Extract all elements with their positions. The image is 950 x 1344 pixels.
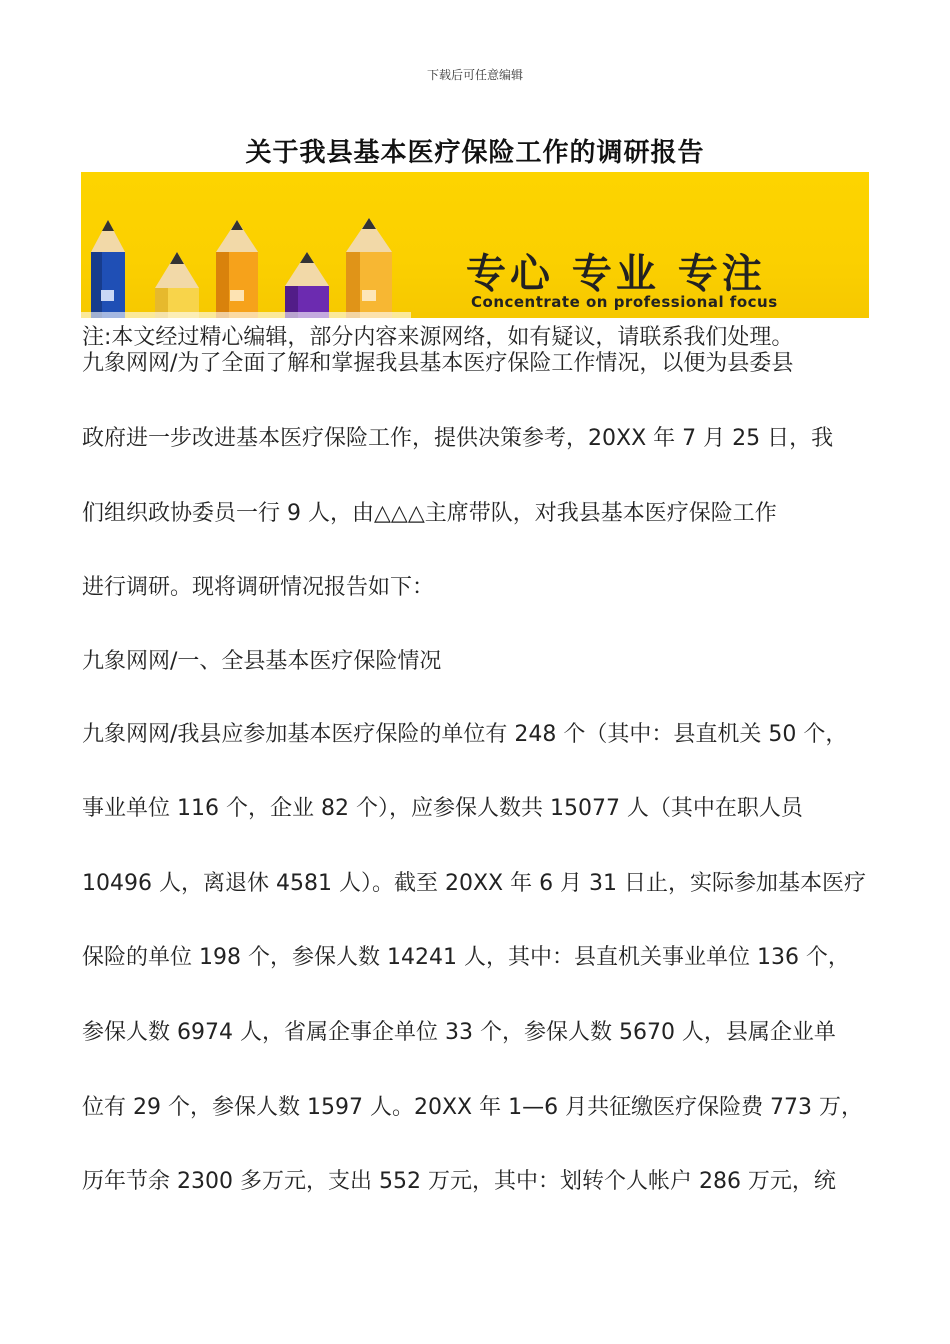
pencil-icon: [216, 220, 258, 318]
paragraph-line: 保险的单位 198 个，参保人数 14241 人，其中：县直机关事业单位 136 个，: [82, 945, 850, 970]
paragraph-line: 历年节余 2300 多万元，支出 552 万元，其中：划转个人帐户 286 万元，统: [82, 1169, 836, 1194]
banner-image: [81, 172, 869, 318]
banner-slogan-cn: 专心 专业 专注: [466, 251, 766, 297]
paragraph-line: 政府进一步改进基本医疗保险工作，提供决策参考，20XX 年 7 月 25 日，我: [82, 426, 834, 451]
paragraph-line: 参保人数 6974 人，省属企事企单位 33 个，参保人数 5670 人，县属企业单: [82, 1020, 836, 1045]
pencil-icon: [155, 252, 199, 318]
header-note: 下载后可任意编辑: [426, 68, 523, 82]
section-heading: 九象网网/一、全县基本医疗保险情况: [82, 649, 442, 674]
disclaimer-note: 注:本文经过精心编辑，部分内容来源网络，如有疑议，请联系我们处理。: [82, 325, 794, 350]
pencil-icon: [285, 252, 329, 318]
paragraph-line: 位有 29 个，参保人数 1597 人。20XX 年 1—6 月共征缴医疗保险费 773 万，: [82, 1095, 864, 1120]
banner-slogan-en: Concentrate on professional focus: [471, 293, 778, 311]
document-title: 关于我县基本医疗保险工作的调研报告: [245, 138, 705, 168]
paragraph-line: 事业单位 116 个，企业 82 个），应参保人数共 15077 人（其中在职人员: [82, 796, 803, 821]
pencil-icon: [91, 220, 125, 318]
paragraph-line: 们组织政协委员一行 9 人，由△△△主席带队，对我县基本医疗保险工作: [82, 501, 777, 526]
paragraph-line: 进行调研。现将调研情况报告如下：: [82, 575, 435, 600]
paragraph-line: 九象网网/为了全面了解和掌握我县基本医疗保险工作情况，以便为县委县: [82, 351, 794, 376]
paragraph-line: 10496 人，离退休 4581 人）。截至 20XX 年 6 月 31 日止，实际参加基本医疗: [82, 871, 867, 896]
pencil-icon: [346, 218, 392, 318]
paragraph-line: 九象网网/我县应参加基本医疗保险的单位有 248 个（其中：县直机关 50 个，: [82, 722, 848, 747]
